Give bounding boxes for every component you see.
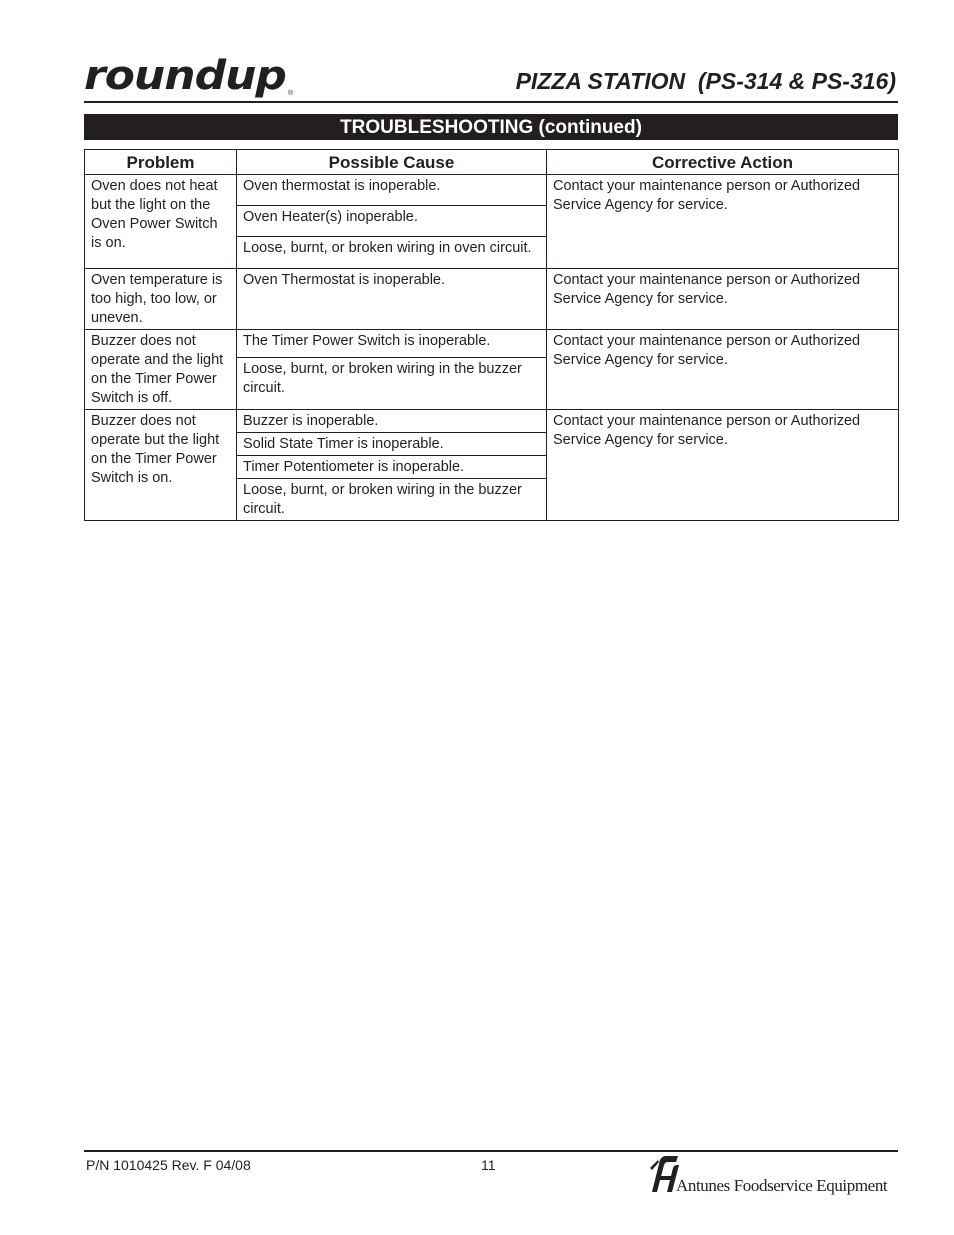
table-header-row bbox=[85, 150, 899, 175]
table-row bbox=[85, 330, 899, 358]
table-row bbox=[85, 269, 899, 330]
cause-cell: Oven Heater(s) inoperable. bbox=[237, 205, 547, 236]
cause-cell: Loose, burnt, or broken wiring in oven circuit. bbox=[237, 236, 547, 268]
action-cell: Contact your maintenance person or Authorized Service Agency for service. bbox=[547, 269, 899, 330]
company-brand bbox=[650, 1152, 900, 1194]
action-cell: Contact your maintenance person or Authorized Service Agency for service. bbox=[547, 330, 899, 410]
column-header-problem: Problem bbox=[85, 150, 237, 175]
cause-cell: Loose, burnt, or broken wiring in the buzzer circuit. bbox=[237, 479, 547, 521]
part-number: P/N 1010425 Rev. F 04/08 bbox=[86, 1157, 251, 1173]
cause-cell: Solid State Timer is inoperable. bbox=[237, 433, 547, 456]
cause-cell: Buzzer is inoperable. bbox=[237, 410, 547, 433]
problem-cell: Buzzer does not operate but the light on the Timer Power Switch is on. bbox=[85, 410, 237, 521]
problem-cell: Oven temperature is too high, too low, or uneven. bbox=[85, 269, 237, 330]
problem-cell: Oven does not heat but the light on the Oven Power Switch is on. bbox=[85, 175, 237, 269]
page-number: 11 bbox=[481, 1157, 496, 1173]
column-header-cause: Possible Cause bbox=[237, 150, 547, 175]
logo-text: roundup bbox=[84, 52, 286, 100]
problem-cell: Buzzer does not operate and the light on the Timer Power Switch is off. bbox=[85, 330, 237, 410]
column-header-action: Corrective Action bbox=[547, 150, 899, 175]
cause-cell: Oven thermostat is inoperable. bbox=[237, 175, 547, 206]
header-divider bbox=[84, 101, 898, 103]
table-row bbox=[85, 410, 899, 433]
cause-cell: Oven Thermostat is inoperable. bbox=[237, 269, 547, 330]
section-title: TROUBLESHOOTING (continued) bbox=[84, 114, 898, 140]
cause-cell: The Timer Power Switch is inoperable. bbox=[237, 330, 547, 358]
troubleshooting-table bbox=[84, 149, 899, 521]
document-title: PIZZA STATION (PS-314 & PS-316) bbox=[515, 68, 896, 94]
roundup-logo bbox=[84, 52, 294, 100]
registered-mark: ® bbox=[288, 90, 294, 97]
cause-cell: Loose, burnt, or broken wiring in the buzzer circuit. bbox=[237, 358, 547, 410]
cause-cell: Timer Potentiometer is inoperable. bbox=[237, 456, 547, 479]
action-cell: Contact your maintenance person or Authorized Service Agency for service. bbox=[547, 175, 899, 269]
company-name: Antunes Foodservice Equipment bbox=[676, 1176, 888, 1195]
action-cell: Contact your maintenance person or Authorized Service Agency for service. bbox=[547, 410, 899, 521]
table-row bbox=[85, 175, 899, 206]
